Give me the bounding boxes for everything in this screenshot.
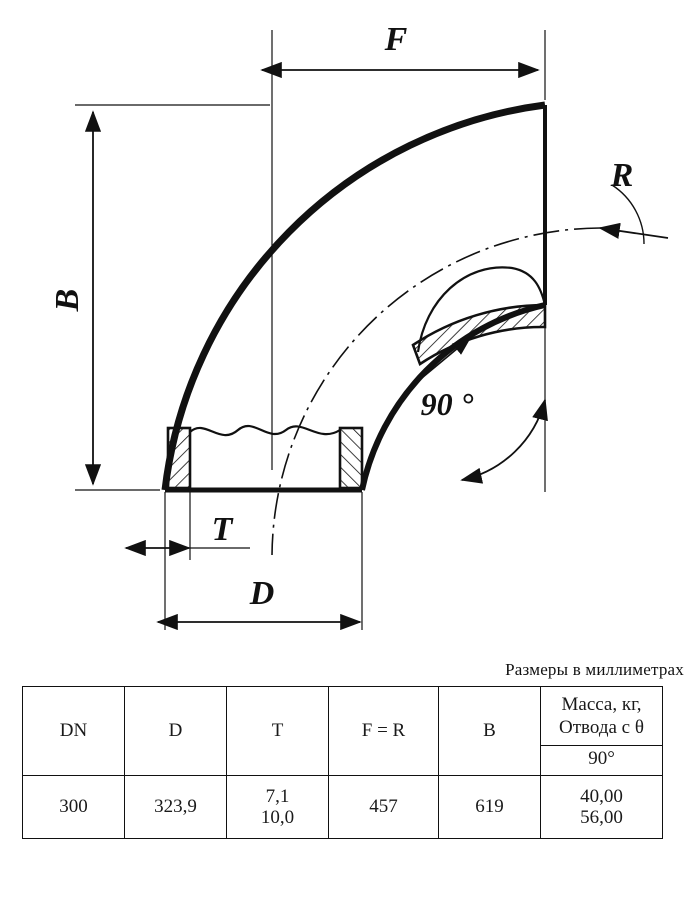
- dimension-F: [262, 21, 538, 70]
- table-header-row: [23, 687, 663, 776]
- dimension-label-D: D: [249, 575, 275, 612]
- header-mass-line1: Масса, кг,: [561, 694, 642, 716]
- dimension-label-R: R: [610, 157, 634, 194]
- header-b: B: [439, 687, 541, 776]
- dimension-R: [600, 157, 668, 244]
- table-row: [23, 776, 663, 839]
- cell-d: 323,9: [125, 776, 227, 839]
- dimension-T: [126, 511, 250, 548]
- header-f-r: F = R: [329, 687, 439, 776]
- header-mass: [541, 687, 663, 776]
- cell-mass: [541, 776, 663, 839]
- header-t: T: [227, 687, 329, 776]
- wall-section-hatching: [168, 426, 362, 488]
- cell-b: 619: [439, 776, 541, 839]
- dimension-B: [49, 112, 93, 484]
- cell-t-line1: 7,1: [265, 785, 290, 807]
- dimension-D: [158, 575, 360, 622]
- header-d: D: [125, 687, 227, 776]
- dimension-label-B: B: [49, 288, 86, 312]
- header-dn: DN: [23, 687, 125, 776]
- cell-mass-line2: 56,00: [580, 807, 623, 828]
- dimensions-table: [22, 686, 663, 839]
- header-mass-line2: Отвода с θ: [559, 717, 644, 738]
- dimension-label-T: T: [211, 511, 233, 548]
- header-mass-angle: 90°: [588, 748, 615, 769]
- cell-dn: 300: [23, 776, 125, 839]
- cell-t: [227, 776, 329, 839]
- dimension-label-F: F: [384, 21, 408, 58]
- upper-wall-section: [413, 267, 545, 364]
- cell-mass-line1: 40,00: [580, 785, 623, 807]
- units-note: Размеры в миллиметрах: [505, 660, 684, 679]
- angle-label-90: 90 °: [420, 386, 474, 422]
- cell-f-r: 457: [329, 776, 439, 839]
- cell-t-line2: 10,0: [260, 807, 295, 828]
